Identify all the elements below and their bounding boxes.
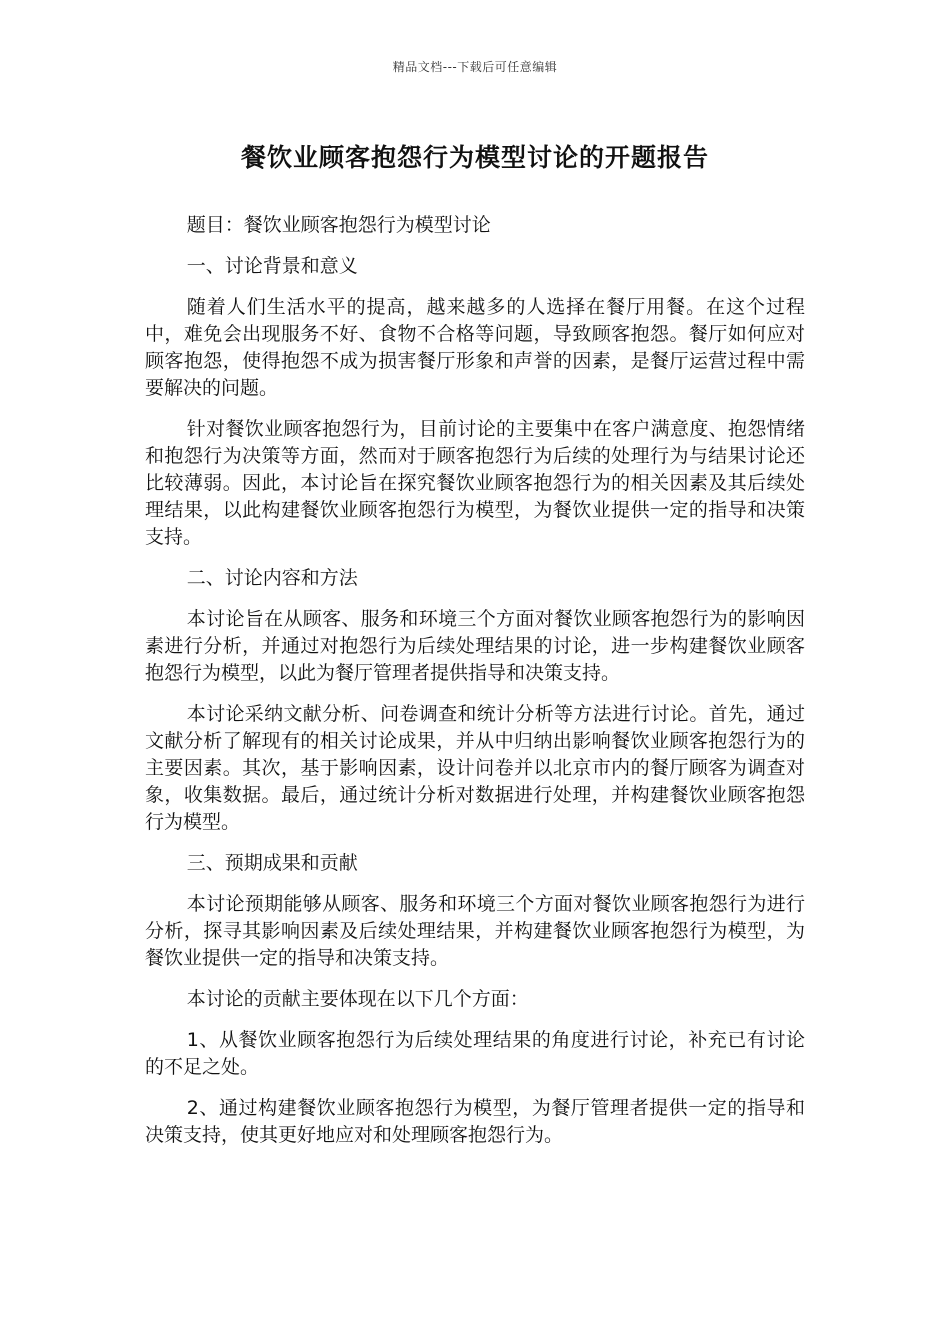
header-note: 精品文档---下载后可任意编辑 [392, 60, 558, 74]
paragraph-methods-1: 本讨论旨在从顾客、服务和环境三个方面对餐饮业顾客抱怨行为的影响因素进行分析，并通过对抱怨行为后续处理结果的讨论，进一步构建餐饮业顾客抱怨行为模型，以此为餐厅管理者提供指导和决策支持。 [145, 608, 805, 684]
section-heading-methods: 二、讨论内容和方法 [186, 567, 358, 589]
document-title: 餐饮业顾客抱怨行为模型讨论的开题报告 [240, 143, 709, 172]
paragraph-outcomes-1: 本讨论预期能够从顾客、服务和环境三个方面对餐饮业顾客抱怨行为进行分析，探寻其影响因素及后续处理结果，并构建餐饮业顾客抱怨行为模型，为餐饮业提供一定的指导和决策支持。 [145, 893, 805, 969]
document-body [145, 212, 805, 1163]
list-item-contribution-2: 2、通过构建餐饮业顾客抱怨行为模型，为餐厅管理者提供一定的指导和决策支持，使其更好地应对和处理顾客抱怨行为。 [145, 1097, 805, 1146]
section-heading-background: 一、讨论背景和意义 [186, 255, 358, 277]
topic-line: 题目：餐饮业顾客抱怨行为模型讨论 [186, 214, 491, 236]
paragraph-background-1: 随着人们生活水平的提高，越来越多的人选择在餐厅用餐。在这个过程中，难免会出现服务不好、食物不合格等问题，导致顾客抱怨。餐厅如何应对顾客抱怨，使得抱怨不成为损害餐厅形象和声誉的因素，是餐厅运营过程中需要解决的问题。 [145, 296, 805, 399]
paragraph-methods-2: 本讨论采纳文献分析、问卷调查和统计分析等方法进行讨论。首先，通过文献分析了解现有的相关讨论成果，并从中归纳出影响餐饮业顾客抱怨行为的主要因素。其次，基于影响因素，设计问卷并以北京市内的餐厅顾客为调查对象，收集数据。最后，通过统计分析对数据进行处理，并构建餐饮业顾客抱怨行为模型。 [145, 703, 805, 833]
list-item-contribution-1: 1、从餐饮业顾客抱怨行为后续处理结果的角度进行讨论，补充已有讨论的不足之处。 [145, 1029, 805, 1078]
paragraph-contributions-intro: 本讨论的贡献主要体现在以下几个方面： [186, 988, 529, 1010]
paragraph-background-2: 针对餐饮业顾客抱怨行为，目前讨论的主要集中在客户满意度、抱怨情绪和抱怨行为决策等方面，然而对于顾客抱怨行为后续的处理行为与结果讨论还比较薄弱。因此，本讨论旨在探究餐饮业顾客抱怨行为的相关因素及其后续处理结果，以此构建餐饮业顾客抱怨行为模型，为餐饮业提供一定的指导和决策支持。 [145, 418, 805, 548]
section-heading-outcomes: 三、预期成果和贡献 [186, 852, 358, 874]
